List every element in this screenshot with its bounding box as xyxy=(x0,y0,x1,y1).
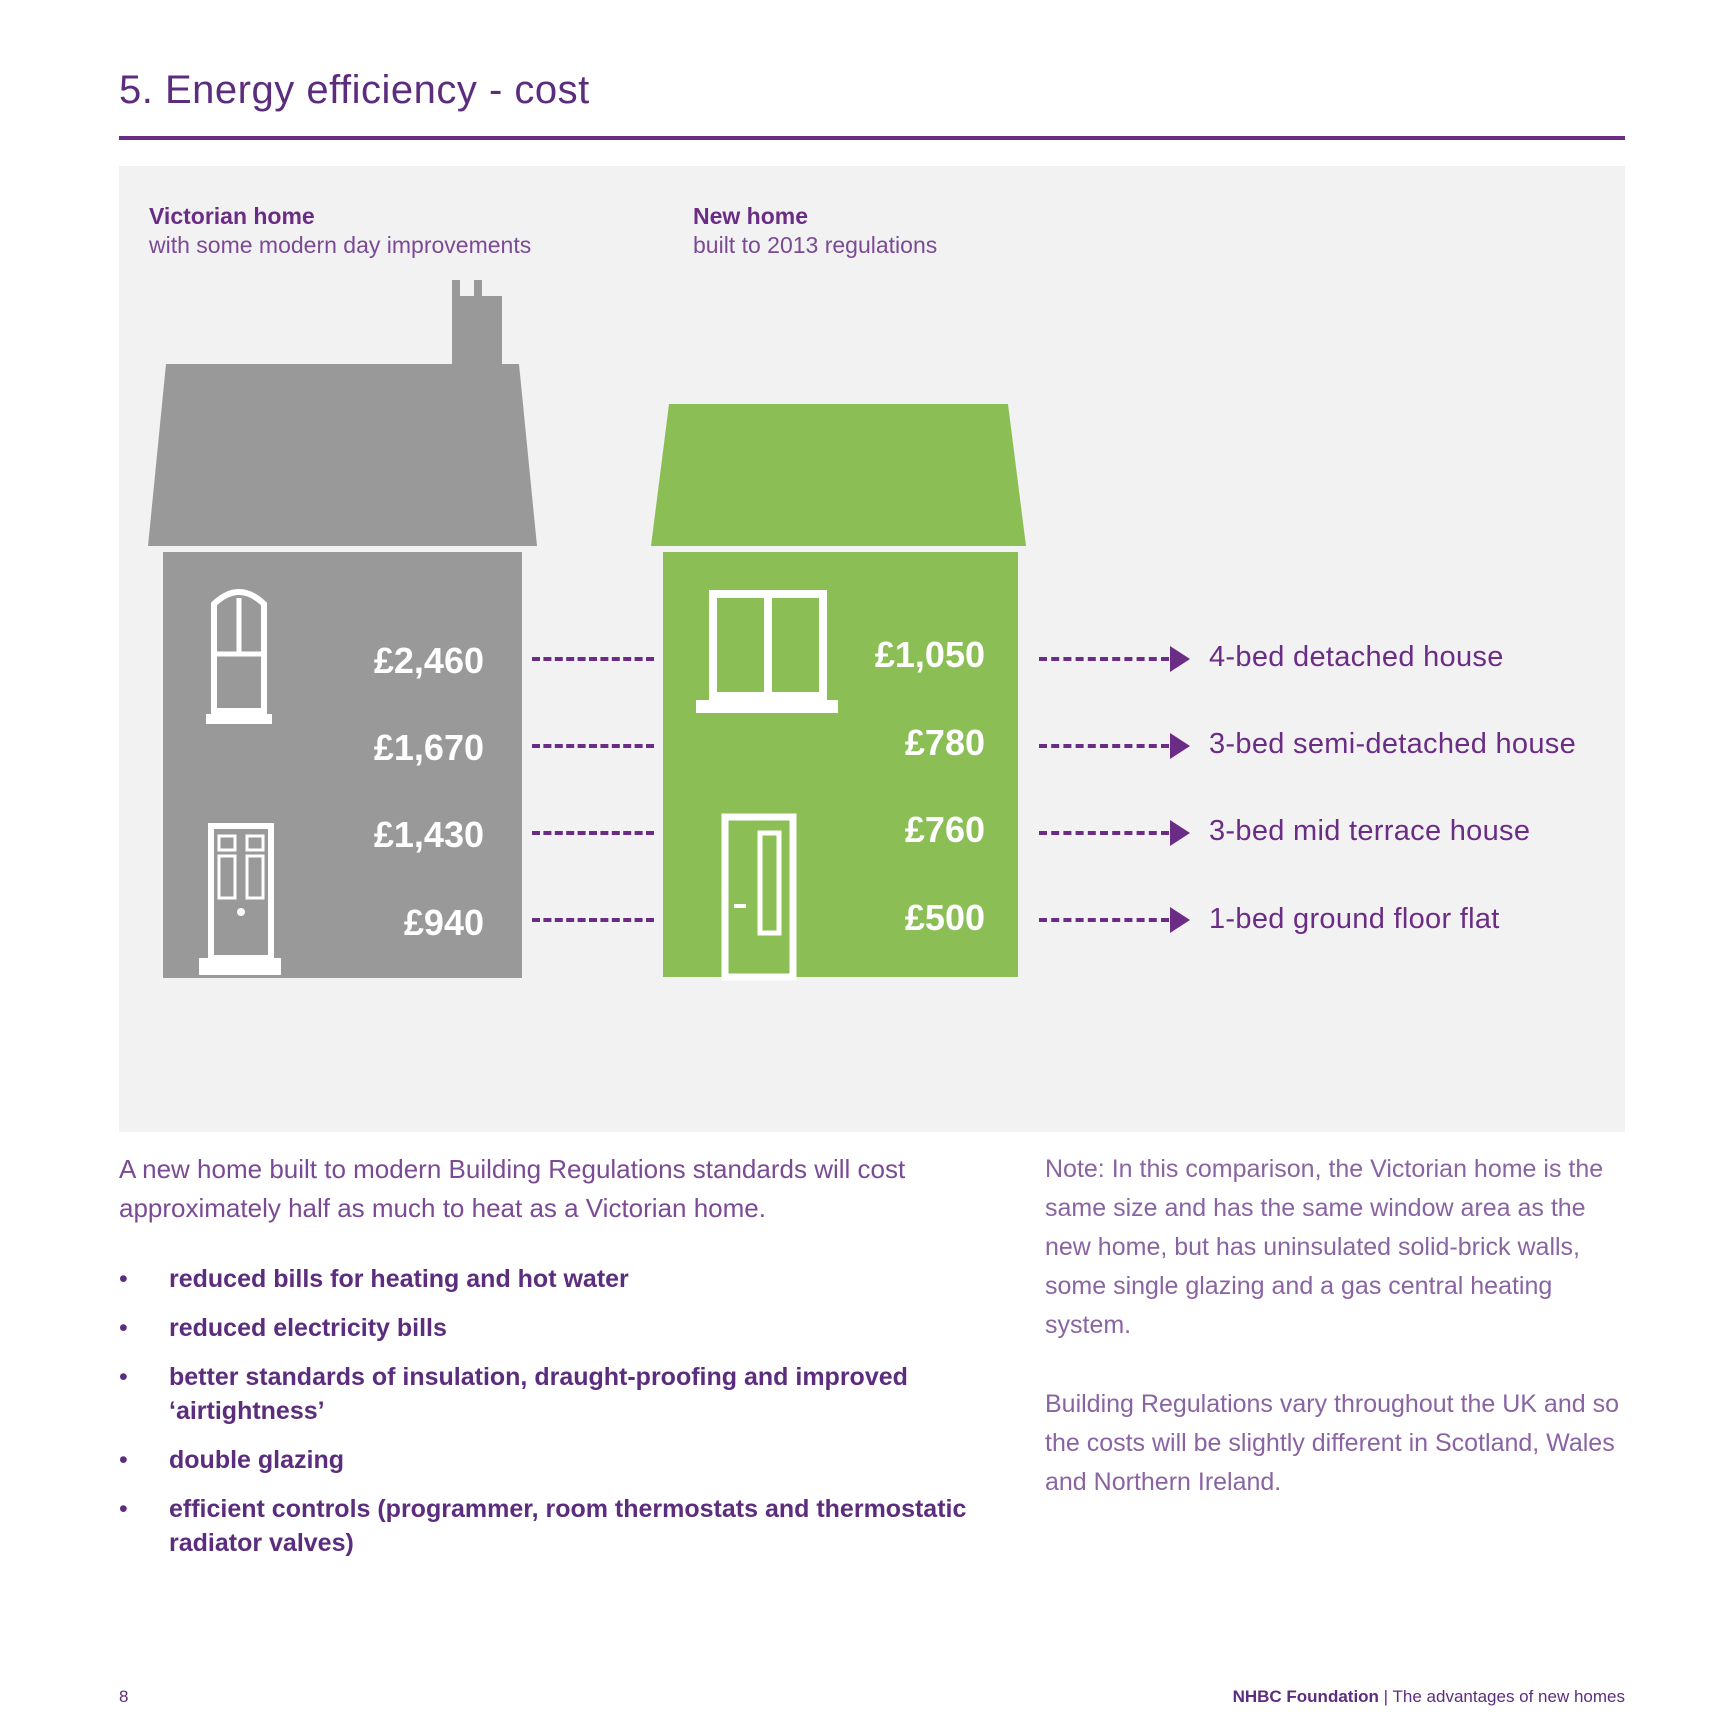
label-1bed-flat: 1-bed ground floor flat xyxy=(1209,903,1500,935)
arrow-right-icon xyxy=(1170,646,1190,672)
page-number: 8 xyxy=(119,1687,129,1706)
bullet-icon: • xyxy=(119,1495,128,1523)
arrow-right-icon xyxy=(1170,907,1190,933)
victorian-price-1bed-flat: £940 xyxy=(403,902,484,943)
label-3bed-semi: 3-bed semi-detached house xyxy=(1209,728,1577,760)
connector-dash xyxy=(532,831,654,835)
footer-org: NHBC Foundation xyxy=(1232,1687,1379,1706)
page-title: 5. Energy efficiency - cost xyxy=(119,68,590,112)
list-item: • reduced bills for heating and hot water xyxy=(119,1262,999,1296)
new-home-price-3bed-terrace: £760 xyxy=(904,809,985,850)
footer xyxy=(1233,1687,1625,1707)
list-item: • reduced electricity bills xyxy=(119,1311,999,1345)
connector-dash xyxy=(532,918,654,922)
connector-dash xyxy=(532,657,654,661)
list-item: • double glazing xyxy=(119,1443,999,1477)
new-home-title: New home xyxy=(693,203,809,229)
bullet-icon: • xyxy=(119,1314,128,1342)
arrow-shaft xyxy=(1039,918,1169,922)
new-home-price-1bed-flat: £500 xyxy=(904,897,985,938)
label-3bed-mid-terrace: 3-bed mid terrace house xyxy=(1209,815,1531,847)
list-item: • efficient controls (programmer, room thermostats and thermostatic radiator valves) xyxy=(119,1492,999,1560)
arrow-shaft xyxy=(1039,657,1169,661)
bullet-icon: • xyxy=(119,1363,128,1391)
victorian-price-4bed: £2,460 xyxy=(373,640,484,681)
new-home-subtitle: built to 2013 regulations xyxy=(693,232,938,258)
footer-separator: | xyxy=(1383,1687,1389,1706)
victorian-home-subtitle: with some modern day improvements xyxy=(149,232,532,258)
bullet-icon: • xyxy=(119,1265,128,1293)
label-4bed-detached: 4-bed detached house xyxy=(1209,641,1504,673)
new-house-icon xyxy=(651,404,1026,977)
victorian-roof xyxy=(148,364,537,546)
intro-paragraph: A new home built to modern Building Regulations standards will cost approximately half as much to heat as a Victorian home. xyxy=(119,1154,906,1223)
comparison-note: Note: In this comparison, the Victorian home is the same size and has the same window area as the new home, but has uninsulated solid-brick walls, some single glazing and a gas central heating system. xyxy=(1045,1155,1604,1339)
victorian-price-3bed-semi: £1,670 xyxy=(373,727,484,768)
benefits-list xyxy=(119,1262,999,1575)
footer-doc-title: The advantages of new homes xyxy=(1392,1687,1625,1706)
arrow-right-icon xyxy=(1170,733,1190,759)
arrow-shaft xyxy=(1039,744,1169,748)
new-home-roof xyxy=(651,404,1026,546)
victorian-price-3bed-terrace: £1,430 xyxy=(373,814,484,855)
arrow-shaft xyxy=(1039,831,1169,835)
new-home-price-4bed: £1,050 xyxy=(874,634,985,675)
victorian-house-icon xyxy=(148,280,537,978)
new-home-price-3bed-semi: £780 xyxy=(904,722,985,763)
victorian-home-title: Victorian home xyxy=(149,203,315,229)
list-item: • better standards of insulation, draught-proofing and improved ‘airtightness’ xyxy=(119,1360,999,1428)
regulations-note: Building Regulations vary throughout the UK and so the costs will be slightly different in Scotland, Wales and Northern Ireland. xyxy=(1045,1390,1619,1496)
arrow-right-icon xyxy=(1170,820,1190,846)
connector-dash xyxy=(532,744,654,748)
chimney-icon xyxy=(452,296,502,366)
bullet-icon: • xyxy=(119,1446,128,1474)
